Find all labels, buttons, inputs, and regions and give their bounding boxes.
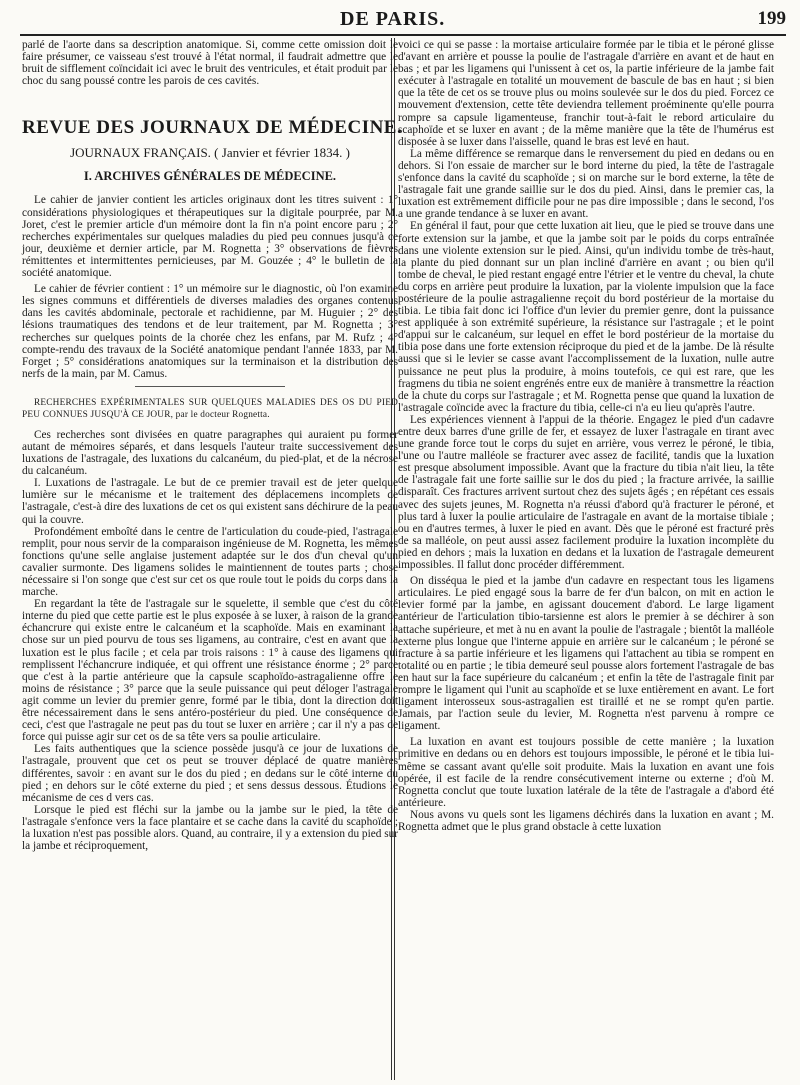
- paragraph: En regardant la tête de l'astragale sur le squelette, il semble que c'est du côté interne du pied que cette partie est le plus exposée à se luxer, à raison de la grande échancrure qui existe entre le calcanéum et la scaphoïde. Mais en examinant la chose sur un pied pourvu de tous ses ligamens, au contraire, c'est en avant que la luxation est le plus facile ; et cela par trois raisons : 1° à cause des ligamens qui remplissent l'échancrure indiquée, et qui offrent une résistance énorme ; 2° parce que c'est à la partie antérieure que la capsule scaphoïdo-astragalienne offre le moins de résistance ; 3° parce que la seule puissance qui peut déloger l'astragale agit comme un levier du premier genre, formé par le tibia, dont la direction doit être nécessairement dans le sens antéro-postérieur du pied. Une conséquence de ceci, c'est que l'astragale ne peut pas du tout se luxer en arrière ; car il n'y a pas de force qui puisse agir sur cet os de sa tête vers sa poulie articulaire.: [22, 598, 398, 744]
- paragraph: Lorsque le pied est fléchi sur la jambe ou la jambe sur le pied, la tête de l'astragale s'enfonce vers la face plantaire et se cache dans la cavité du scaphoïde ; la luxation n'est pas possible alors. Quand, au contraire, il y a extension du pied sur la jambe et réciproquement,: [22, 803, 399, 853]
- article-title: RECHERCHES EXPÉRIMENTALES SUR QUELQUES MALADIES DES OS DU PIED PEU CONNUES JUSQU'À CE JOUR, par le docteur Rognetta.: [22, 397, 398, 420]
- right-column: [398, 39, 774, 833]
- paragraph: Le cahier de janvier contient les articles originaux dont les titres suivent : 1° considérations physiologiques et thérapeutiques sur la digitale pourprée, par M. Joret, c'est le premier article d'un mémoire dont la fin n'a point encore paru ; 2° recherches expérimentales sur quelques maladies du pied peu connues jusqu'à ce jour, deuxième et dernier article, par M. Rognetta ; 3° observations de fièvres rémittentes et intermittentes pernicieuses, par M. Gouzée ; 4° le bulletin de la société anatomique.: [22, 194, 398, 280]
- header-rule: [20, 34, 786, 36]
- paragraph: En général il faut, pour que cette luxation ait lieu, que le pied se trouve dans une forte extension sur la jambe, et que la jambe soit par le poids du corps entraînée dans une violente extension sur le pied. Ainsi, qu'un individu tombe de très-haut, la plante du pied donnant sur un plan incliné d'arrière en avant ; ou bien qu'il tombe de cheval, le pied restant engagé entre l'étrier et le ventre du cheval, la chute du corps en arrière peut produire la luxation, par la violente impulsion que la face postérieure de la poulie astragalienne reçoit du bord postérieur de la mortaise du tibia. Le tibia fait donc ici l'office d'un levier du premier genre, dont la puissance est appliquée à son extrémité supérieure, la résistance sur l'astragale ; et le point d'appui sur le calcanéum, sur lequel en effet le bord postérieur de la mortaise du tibia pose dans une forte extension réciproque du pied et de la jambe. De là résulte aussi que si le levier se casse avant l'accomplissement de la luxation, nulle autre puissance ne peut plus la produire, à moins toutefois, ce qui est rare, que les fragmens du tibia ne soient engrénés entre eux de manière à transmettre la réaction de la chute du corps sur l'astragale ; et M. Rognetta pense que quand la luxation de l'astragale coïncide avec la fracture du tibia, celle-ci n'a eu lieu qu'après l'autre.: [398, 220, 774, 414]
- page-header: [0, 6, 800, 30]
- paragraph: Nous avons vu quels sont les ligamens déchirés dans la luxation en avant ; M. Rognetta admet que le plus grand obstacle à cette luxation: [398, 808, 774, 833]
- paragraph: Les faits authentiques que la science possède jusqu'à ce jour de luxations de l'astragale, prouvent que cet os peut se trouver déplacé de quatre manières différentes, savoir : en avant sur le dos du pied ; en dedans sur le côté interne du pied ; en dehors sur le côté externe du pied ; et sens dessus dessous. Étudions le mécanisme de ces d vers cas.: [22, 743, 398, 804]
- paragraph: Les expériences viennent à l'appui de la théorie. Engagez le pied d'un cadavre entre deux barres d'une grille de fer, et essayez de luxer l'astragale en tirant avec une grande force tout le corps du sujet en arrière, vous verrez le péroné, le tibia, l'une ou l'autre malléole se fracturer avec assez de facilité, tandis que la luxation est presque absolument impossible. Avant que la fracture du tibia n'ait lieu, la tête de l'astragale fait une forte saillie sur le dos du pied ; la fracture arrivée, la saillie disparaît. Ces fractures arrivent surtout chez des sujets âgés ; en répétant ces essais avec des sujets jeunes, M. Rognetta n'a réussi d'abord qu'à fracturer le péroné, et plus tard à luxer la poulie articulaire de l'astragale en avant de la mortaise tibiale ; ou en d'autres termes, à luxer le pied en avant. Dès que le péroné est fracturé près de sa malléole, on peut aussi assez facilement produire la luxation incomplète du pied en dehors ; mais la luxation en dedans et la luxation de l'astragale demeurent impossibles. Il fallut donc procéder différemment.: [398, 413, 774, 572]
- paragraph: On disséqua le pied et la jambe d'un cadavre en respectant tous les ligamens articulaires. Le pied engagé sous la barre de fer d'un balcon, on mit en action le levier formé par la jambe, en agissant doucement d'abord. Le large ligament antérieur de l'articulation tibio-tarsienne est alors le premier à se déchirer à son attache supérieure, et met à nu en avant la poulie de l'astragale ; bientôt la malléole externe plus longue que l'interne appuie en arrière sur le calcanéum ; le péroné se fracture à sa partie inférieure et les ligamens qui l'attachent au tibia se rompent en totalité ou en partie ; le tibia demeuré seul pousse alors fortement l'astragale de bas en haut sur la face supérieure du calcanéum ; et enfin la tête de l'astragale finit par rompre le ligament qui l'unit au scaphoïde et se luxe entièrement en avant. Le fort ligament interosseux sous-astragalien est tiraillé et ne se rompt qu'en partie. Jamais, par l'action seule du levier, M. Rognetta n'est parvenu à rompre ce ligament.: [398, 575, 774, 733]
- paragraph: Profondément emboîté dans le centre de l'articulation du coude-pied, l'astragale remplit, pour nous servir de la comparaison ingénieuse de M. Rognetta, les mêmes fonctions qu'une selle anglaise justement adaptée sur le dos d'un cheval qu'un cavalier surmonte. Des ligamens solides le maintiennent de toutes parts ; chose nécessaire si l'on songe que c'est sur cet os que roule tout le poids du corps dans la marche.: [22, 525, 398, 599]
- paragraph: Ces recherches sont divisées en quatre paragraphes qui auraient pu former autant de mémoires séparés, et dans lesquels l'auteur traite successivement des luxations de l'astragale, des luxations du calcanéum, du pied-plat, et de la nécrose du calcanéum.: [22, 428, 398, 478]
- section-heading: I. ARCHIVES GÉNÉRALES DE MÉDECINE.: [83, 169, 337, 184]
- paragraph: La luxation en avant est toujours possible de cette manière ; la luxation primitive en dedans ou en dehors est toujours impossible, le péroné et le tibia lui-même se cassant avant qu'elle soit produite. Mais la luxation en avant une fois opérée, il est facile de la rendre consécutivement interne ou externe ; d'où M. Rognetta conclut que toute luxation latérale de la tête de l'astragale a d'abord été antérieure.: [398, 736, 774, 809]
- page-number: 199: [757, 8, 786, 29]
- paragraph: Le cahier de février contient : 1° un mémoire sur le diagnostic, où l'on examine les signes communs et différentiels de diverses maladies des organes contenus dans les cavités abdominale, pectorale et rachidienne, par M. Huguier ; 2° des lésions traumatiques des tendons et de leur traitement, par M. Rognetta ; 3° recherches sur quelques points de la chorée chez les enfans, par M. Rufz ; 4° compte-rendu des travaux de la Société anatomique pendant l'année 1833, par M. Forget ; 5° considérations anatomiques sur la terminaison et la distribution des nerfs de la main, par M. Camus.: [22, 283, 398, 380]
- separator-rule: [135, 386, 285, 387]
- paragraph: parlé de l'aorte dans sa description anatomique. Si, comme cette omission doit le faire présumer, ce vaisseau s'est trouvé à l'état normal, il faudrait admettre que le bruit de sifflement coïncidait ici avec le bruit des ventricules, et était produit par le choc du sang poussé contre les parois de ces cavités.: [22, 39, 398, 88]
- paragraph: I. Luxations de l'astragale. Le but de ce premier travail est de jeter quelque lumière sur le mécanisme et le traitement des déplacemens incomplets de l'astragale, c'est-à dire des luxations de cet os qui existent sans déchirure de la peau qui la couvre.: [22, 477, 398, 526]
- paragraph: voici ce qui se passe : la mortaise articulaire formée par le tibia et le péroné glisse d'avant en arrière et pousse la poulie de l'astragale d'arrière en avant et de haut en bas ; et par les ligamens qui l'unissent à cet os, la partie inférieure de la jambe fait exécuter à l'astragale en totalité un mouvement de bascule de bas en haut ; si bien que la tête de cet os se trouve plus ou moins soulevée sur le dos du pied. Forcez ce mouvement d'extension, cette tête deviendra tellement proéminente qu'elle pourra rompre sa capsule ligamenteuse, franchir tout-à-fait le rebord articulaire du scaphoïde et se luxer en avant ; de la même manière que la tête de l'humérus est disposée à se luxer dans l'aisselle, quand le bras est levé en haut.: [398, 39, 774, 148]
- review-heading: REVUE DES JOURNAUX DE MÉDECINE.: [22, 117, 403, 139]
- left-column: [22, 39, 403, 853]
- journals-subheading: JOURNAUX FRANÇAIS. ( Janvier et février 1834. ): [70, 145, 350, 161]
- paragraph: La même différence se remarque dans le renversement du pied en dedans ou en dehors. Si l'on essaie de marcher sur le bord interne du pied, la tête de l'astragale s'enfonce dans la cavité du scaphoïde ; si on marche sur le bord externe, la tête de l'astragale fait une grande saillie sur le dos du pied. Ainsi, dans le premier cas, la luxation est extrêmement difficile pour ne pas dire impossible ; dans le second, l'os a une grande tendance à se luxer en avant.: [398, 147, 774, 221]
- running-title: DE PARIS.: [340, 8, 446, 30]
